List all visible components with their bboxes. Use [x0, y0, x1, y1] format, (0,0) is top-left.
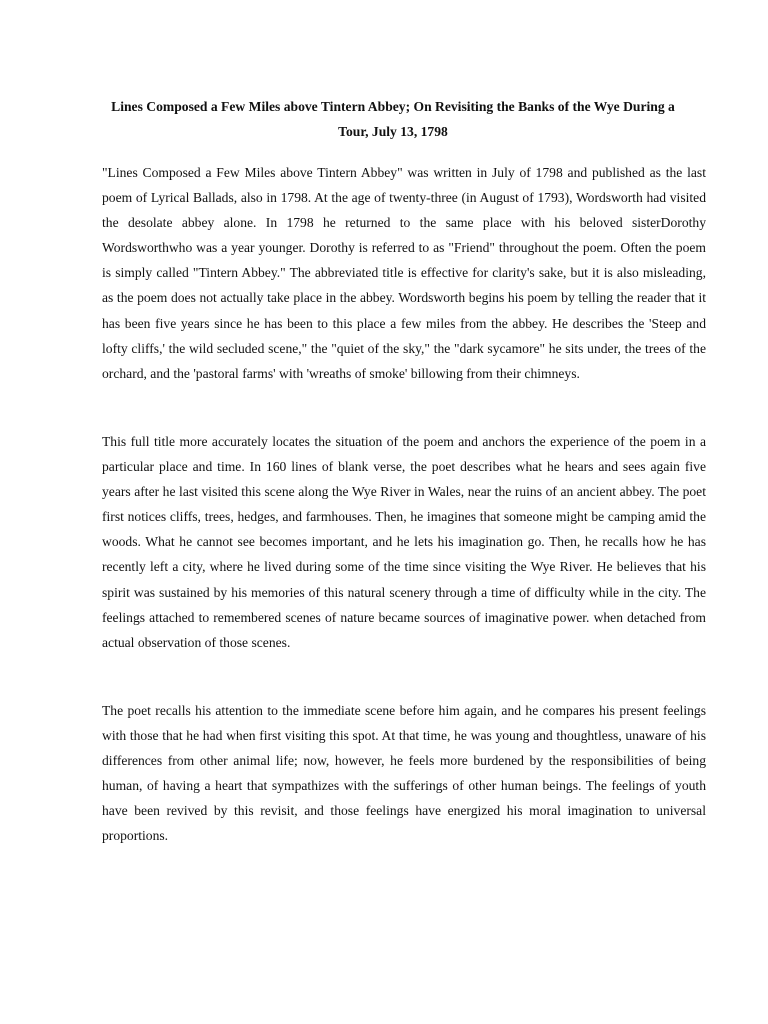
- document-title: Lines Composed a Few Miles above Tintern Abbey; On Revisiting the Banks of the Wye During a Tour, July 13, 1798: [111, 99, 675, 139]
- body-paragraph-1: "Lines Composed a Few Miles above Tintern Abbey" was written in July of 1798 and published as the last poem of Lyrical Ballads, also in 1798. At the age of twenty-three (in August of 1793), Wordsworth had visited the desolate abbey alone. In 1798 he returned to the same place with his beloved sisterDorothy Wordsworthwho was a year younger. Dorothy is referred to as "Friend" throughout the poem. Often the poem is simply called "Tintern Abbey." The abbreviated title is effective for clarity's sake, but it is also misleading, as the poem does not actually take place in the abbey. Wordsworth begins his poem by telling the reader that it has been five years since he has been to this place a few miles from the abbey. He describes the 'Steep and lofty cliffs,' the wild secluded scene," the "quiet of the sky," the "dark sycamore" he sits under, the trees of the orchard, and the 'pastoral farms' with 'wreaths of smoke' billowing from their chimneys.: [102, 165, 706, 381]
- body-paragraph-3: The poet recalls his attention to the immediate scene before him again, and he compares his present feelings with those that he had when first visiting this spot. At that time, he was young and thoughtless, unaware of his differences from other animal life; now, however, he feels more burdened by the responsibilities of being human, of having a heart that sympathizes with the sufferings of other human beings. The feelings of youth have been revived by this revisit, and those feelings have energized his moral imagination to universal proportions.: [102, 703, 706, 844]
- body-paragraph-2: This full title more accurately locates the situation of the poem and anchors the experience of the poem in a particular place and time. In 160 lines of blank verse, the poet describes what he hears and sees again five years after he last visited this scene along the Wye River in Wales, near the ruins of an ancient abbey. The poet first notices cliffs, trees, hedges, and farmhouses. Then, he imagines that someone might be camping amid the woods. What he cannot see becomes important, and he lets his imagination go. Then, he recalls how he has recently left a city, where he lived during some of the time since visiting the Wye River. He believes that his spirit was sustained by his memories of this natural scenery through a time of difficulty while in the city. The feelings attached to remembered scenes of nature became sources of imaginative power. when detached from actual observation of those scenes.: [102, 434, 706, 650]
